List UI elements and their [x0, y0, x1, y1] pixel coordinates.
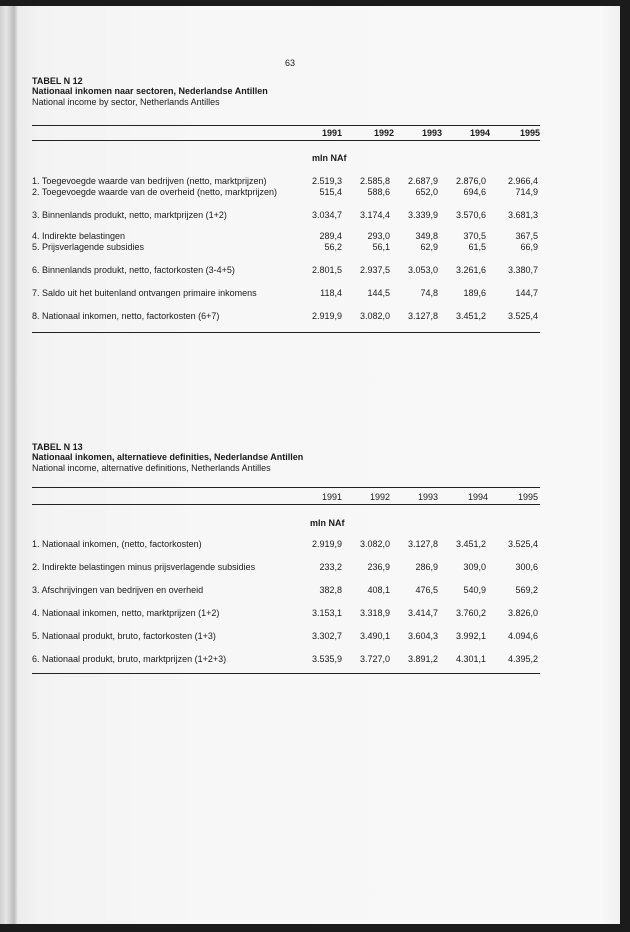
cell-1992: 236,9 [367, 562, 390, 572]
cell-1992: 588,6 [367, 187, 390, 197]
unit-label: mln NAf [312, 153, 347, 163]
year-header: 1994 [469, 128, 490, 138]
table-row [32, 585, 540, 596]
cell-1993: 3.127,8 [407, 539, 438, 549]
table-subtitle: National income, alternative definitions, Netherlands Antilles [32, 463, 271, 473]
row-label: 5. Nationaal produkt, bruto, factorkosten (1+3) [32, 631, 216, 641]
cell-1994: 189,6 [463, 288, 486, 298]
year-header-row [32, 128, 540, 140]
cell-1992: 3.318,9 [359, 608, 390, 618]
row-label: 6. Nationaal produkt, bruto, marktprijzen (1+2+3) [32, 654, 227, 664]
cell-1992: 3.727,0 [359, 654, 390, 664]
cell-1992: 293,0 [367, 231, 390, 241]
row-label: 7. Saldo uit het buitenland ontvangen primaire inkomens [32, 288, 257, 298]
cell-1995: 367,5 [515, 231, 538, 241]
cell-1994: 61,5 [468, 242, 486, 252]
table-row [32, 562, 540, 573]
cell-1993: 3.053,0 [407, 265, 438, 275]
table-row [32, 242, 540, 253]
cell-1995: 4.395,2 [507, 654, 538, 664]
row-label: 4. Nationaal inkomen, netto, marktprijzen (1+2) [32, 608, 220, 618]
cell-1991: 3.153,1 [311, 608, 342, 618]
cell-1991: 118,4 [320, 288, 342, 298]
cell-1991: 3.034,7 [311, 210, 342, 220]
cell-1995: 569,2 [515, 585, 538, 595]
cell-1991: 289,4 [319, 231, 342, 241]
cell-1993: 62,9 [420, 242, 438, 252]
table-row [32, 631, 540, 642]
cell-1994: 3.261,6 [455, 265, 486, 275]
cell-1994: 3.760,2 [455, 608, 486, 618]
table-label: TABEL N 13 [32, 442, 83, 452]
cell-1991: 2.801,5 [311, 265, 342, 275]
cell-1992: 3.490,1 [359, 631, 390, 641]
table-row [32, 176, 540, 187]
table-row [32, 187, 540, 198]
cell-1994: 3.451,2 [455, 311, 486, 321]
cell-1992: 2.585,8 [359, 176, 390, 186]
row-label: 2. Indirekte belastingen minus prijsverlagende subsidies [32, 562, 256, 572]
cell-1993: 74,8 [420, 288, 438, 298]
cell-1992: 144,5 [367, 288, 390, 298]
table-row [32, 231, 540, 242]
cell-1992: 3.082,0 [359, 311, 390, 321]
header-top-rule [32, 487, 540, 488]
cell-1993: 3.891,2 [407, 654, 438, 664]
cell-1993: 3.339,9 [407, 210, 438, 220]
cell-1993: 3.604,3 [407, 631, 438, 641]
cell-1993: 476,5 [415, 585, 438, 595]
cell-1994: 370,5 [463, 231, 486, 241]
cell-1993: 349,8 [415, 231, 438, 241]
cell-1991: 3.302,7 [311, 631, 342, 641]
table-title: Nationaal inkomen, alternatieve definities, Nederlandse Antillen [32, 452, 304, 462]
header-bottom-rule [32, 504, 540, 505]
cell-1993: 652,0 [415, 187, 438, 197]
row-label: 4. Indirekte belastingen [32, 231, 126, 241]
year-header: 1993 [421, 128, 442, 138]
table-bottom-rule [32, 332, 540, 333]
table-row [32, 311, 540, 322]
year-header: 1991 [321, 492, 342, 502]
header-bottom-rule [32, 140, 540, 141]
cell-1993: 3.414,7 [407, 608, 438, 618]
cell-1992: 3.082,0 [359, 539, 390, 549]
year-header: 1995 [519, 128, 540, 138]
cell-1995: 3.681,3 [507, 210, 538, 220]
table-row [32, 288, 540, 299]
document-page [0, 6, 620, 924]
table-title: Nationaal inkomen naar sectoren, Nederlandse Antillen [32, 86, 268, 96]
cell-1994: 3.992,1 [455, 631, 486, 641]
cell-1991: 3.535,9 [311, 654, 342, 664]
cell-1991: 2.919,9 [311, 539, 342, 549]
cell-1991: 233,2 [319, 562, 342, 572]
table-row [32, 265, 540, 276]
cell-1993: 286,9 [415, 562, 438, 572]
row-label: 2. Toegevoegde waarde van de overheid (netto, marktprijzen) [32, 187, 277, 197]
row-label: 3. Binnenlands produkt, netto, marktprijzen (1+2) [32, 210, 227, 220]
cell-1994: 3.570,6 [455, 210, 486, 220]
row-label: 6. Binnenlands produkt, netto, factorkosten (3-4+5) [32, 265, 235, 275]
row-label: 1. Nationaal inkomen, (netto, factorkosten) [32, 539, 202, 549]
table-row [32, 539, 540, 550]
header-top-rule [32, 125, 540, 126]
cell-1994: 309,0 [463, 562, 486, 572]
cell-1995: 4.094,6 [507, 631, 538, 641]
cell-1994: 694,6 [463, 187, 486, 197]
unit-label: mln NAf [310, 518, 345, 528]
cell-1995: 300,6 [515, 562, 538, 572]
cell-1995: 3.380,7 [507, 265, 538, 275]
row-label: 1. Toegevoegde waarde van bedrijven (netto, marktprijzen) [32, 176, 267, 186]
cell-1993: 3.127,8 [407, 311, 438, 321]
year-header: 1995 [517, 492, 538, 502]
cell-1994: 3.451,2 [455, 539, 486, 549]
cell-1991: 2.519,3 [311, 176, 342, 186]
cell-1992: 3.174,4 [359, 210, 390, 220]
cell-1995: 144,7 [515, 288, 538, 298]
table-subtitle: National income by sector, Netherlands Antilles [32, 97, 220, 107]
year-header: 1994 [467, 492, 488, 502]
cell-1994: 4.301,1 [455, 654, 486, 664]
table-n13 [32, 442, 540, 664]
table-bottom-rule [32, 673, 540, 674]
year-header: 1993 [417, 492, 438, 502]
year-header-row [32, 492, 540, 504]
row-label: 8. Nationaal inkomen, netto, factorkosten (6+7) [32, 311, 220, 321]
cell-1992: 408,1 [367, 585, 390, 595]
cell-1995: 3.525,4 [507, 539, 538, 549]
table-row [32, 654, 540, 665]
cell-1991: 56,2 [324, 242, 342, 252]
page-number: 63 [284, 58, 295, 68]
cell-1992: 2.937,5 [359, 265, 390, 275]
year-header: 1992 [369, 492, 390, 502]
table-row [32, 608, 540, 619]
cell-1991: 382,8 [319, 585, 342, 595]
cell-1995: 2.966,4 [507, 176, 538, 186]
cell-1995: 66,9 [520, 242, 538, 252]
cell-1994: 2.876,0 [455, 176, 486, 186]
table-label: TABEL N 12 [32, 76, 83, 86]
cell-1991: 515,4 [319, 187, 342, 197]
cell-1994: 540,9 [463, 585, 486, 595]
row-label: 5. Prijsverlagende subsidies [32, 242, 145, 252]
cell-1991: 2.919,9 [311, 311, 342, 321]
cell-1993: 2.687,9 [407, 176, 438, 186]
cell-1995: 3.826,0 [507, 608, 538, 618]
year-header: 1992 [373, 128, 394, 138]
year-header: 1991 [321, 128, 342, 138]
cell-1995: 714,9 [515, 187, 538, 197]
table-row [32, 210, 540, 221]
row-label: 3. Afschrijvingen van bedrijven en overheid [32, 585, 204, 595]
cell-1992: 56,1 [372, 242, 390, 252]
table-n12 [32, 76, 540, 321]
cell-1995: 3.525,4 [507, 311, 538, 321]
